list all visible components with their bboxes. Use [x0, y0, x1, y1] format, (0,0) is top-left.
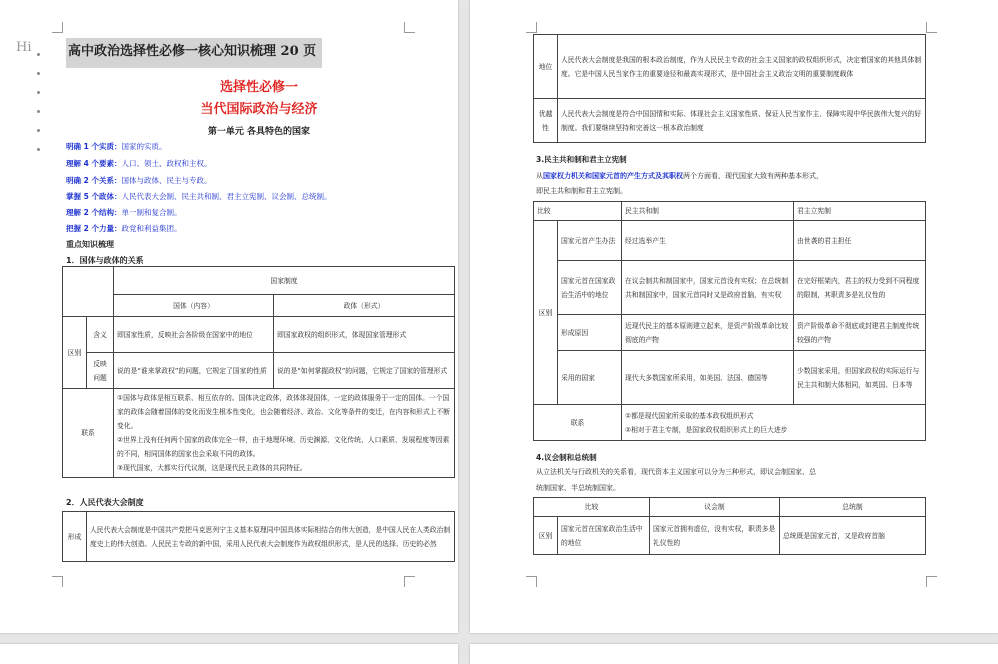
table-cell: 在完好框架内，君主的权力受到不同程度的限制，其职责多是礼仪性的	[794, 261, 926, 315]
table-row-label: 区别	[63, 317, 87, 389]
section-intro: 即民主共和制和君主立宪制。	[536, 187, 627, 195]
crop-mark	[926, 22, 937, 33]
subject-title: 选择性必修一	[219, 80, 298, 95]
npc-system-table-continued	[533, 34, 926, 143]
table-header: 君主立宪制	[794, 202, 926, 221]
crop-mark	[404, 576, 415, 587]
table-cell: 国家元首拥有虚位，没有实权，职责多是礼仪性的	[650, 517, 780, 555]
crop-mark	[526, 576, 537, 587]
table-row-label: 国家元首在国家政治生活中的地位	[558, 517, 650, 555]
section-intro: 统制国家、半总统制国家。	[536, 484, 620, 492]
table-cell: 总统既是国家元首，又是政府首脑	[780, 517, 926, 555]
table-row-label: 采用的国家	[558, 351, 622, 405]
document-title[interactable]: 高中政治选择性必修一核心知识梳理 20 页	[66, 38, 322, 68]
crop-mark	[52, 576, 63, 587]
table-cell: ①都是现代国家所采取的基本政权组织形式 ②相对于君主专制，是国家政权组织形式上的巨大进步	[622, 405, 926, 441]
table-header: 议会制	[650, 498, 780, 517]
table-row-label: 联系	[534, 405, 622, 441]
crop-mark	[404, 22, 415, 33]
crop-mark	[526, 22, 537, 33]
subject-subtitle: 当代国际政治与经济	[200, 102, 318, 117]
document-page-3	[0, 644, 458, 664]
document-page-2	[470, 0, 998, 633]
table-cell: 少数国家采用，但国家政权的实际运行与民主共和制大体相同，如英国、日本等	[794, 351, 926, 405]
table-cell: 近现代民主的基本原则建立起来，是资产阶级革命比较彻底的产物	[622, 315, 794, 351]
section-heading: 1．国体与政体的关系	[66, 256, 144, 265]
table-cell: 人民代表大会制度是符合中国国情和实际、体现社会主义国家性质、保证人民当家作主、保障实现中华民族伟大复兴的好制度。我们要继续坚持和完善这一根本政治制度	[558, 99, 926, 143]
parliament-vs-president-table	[533, 497, 926, 555]
key-points-heading: 重点知识梳理	[66, 240, 114, 249]
table-cell: 资产阶级革命不彻底或封建君主制度传统较强的产物	[794, 315, 926, 351]
table-row-label: 区别	[534, 221, 558, 405]
section-heading: 2．人民代表大会制度	[66, 498, 144, 507]
npc-system-table	[62, 511, 455, 562]
objective-line: 理解 4 个要素：人口、领土、政权和主权。	[66, 159, 212, 168]
table-row-label: 区别	[534, 517, 558, 555]
objective-line: 明确 2 个关系：国体与政体、民主与专政。	[66, 176, 212, 185]
table-header: 比较	[534, 498, 650, 517]
table-header: 政体（形式）	[274, 295, 455, 317]
table-row-label: 国家元首产生办法	[558, 221, 622, 261]
table-row-label: 地位	[534, 35, 558, 99]
objective-line: 理解 2 个结构：单一制和复合制。	[66, 208, 182, 217]
table-cell: 说的是“如何掌握政权”的问题，它规定了国家的管理形式	[274, 353, 455, 389]
section-intro: 从立法机关与行政机关的关系看，现代资本主义国家可以分为三种形式，即议会制国家、总	[536, 468, 816, 476]
crop-mark	[52, 22, 63, 33]
table-cell: 说的是“谁来掌政权”的问题，它规定了国家的性质	[114, 353, 274, 389]
table-cell-empty	[63, 267, 114, 317]
table-row-label: 联系	[63, 389, 114, 478]
state-vs-government-table	[62, 266, 455, 478]
table-row-label: 形成原因	[558, 315, 622, 351]
republic-vs-monarchy-table	[533, 201, 926, 441]
table-cell: 人民代表大会制度是中国共产党把马克思列宁主义基本原理同中国具体实际相结合的伟大创造，是中国人民在人类政治制度史上的伟大创造。人民民主专政的新中国，采用人民代表大会制度作为政权组织形式，是人民的选择、历史的必然	[87, 512, 455, 562]
table-header: 总统制	[780, 498, 926, 517]
section-heading: 4.议会制和总统制	[536, 453, 597, 462]
table-cell: 经过选举产生	[622, 221, 794, 261]
table-header: 民主共和制	[622, 202, 794, 221]
table-header: 国家制度	[114, 267, 455, 295]
section-heading: 3.民主共和制和君主立宪制	[536, 155, 627, 164]
table-cell: 现代大多数国家所采用，如美国、法国、德国等	[622, 351, 794, 405]
table-cell: 即国家性质，反映社会各阶级在国家中的地位	[114, 317, 274, 353]
table-cell: 在议会制共和制国家中，国家元首没有实权；在总统制共和制国家中，国家元首同时又是政府首脑，有实权	[622, 261, 794, 315]
objective-line: 掌握 5 个政体：人民代表大会制、民主共和制、君主立宪制、议会制、总统制。	[66, 192, 332, 201]
table-cell: 即国家政权的组织形式，体现国家管理形式	[274, 317, 455, 353]
crop-mark	[926, 576, 937, 587]
table-header: 国体（内容）	[114, 295, 274, 317]
table-cell: 人民代表大会制度是我国的根本政治制度，作为人民民主专政的社会主义国家的政权组织形式，决定着国家的其他具体制度。它是中国人民当家作主的重要途径和最高实现形式，是中国社会主义政治文明的重要制度载体	[558, 35, 926, 99]
objective-line: 把握 2 个力量：政党和利益集团。	[66, 224, 182, 233]
table-cell: 由世袭的君主担任	[794, 221, 926, 261]
table-header: 比较	[534, 202, 622, 221]
objective-line: 明确 1 个实质：国家的实质。	[66, 142, 167, 151]
drag-handle-icon[interactable]	[36, 42, 45, 156]
unit-title: 第一单元 各具特色的国家	[207, 127, 311, 137]
table-row-label: 国家元首在国家政治生活中的地位	[558, 261, 622, 315]
document-page-4	[470, 644, 998, 664]
section-intro: 从国家权力机关和国家元首的产生方式及其职权两个方面看，现代国家大致有两种基本形式，	[536, 172, 823, 180]
table-row-label: 反映问题	[87, 353, 114, 389]
heading-style-icon[interactable]: Hi	[16, 40, 32, 55]
table-row-label: 形成	[63, 512, 87, 562]
table-row-label: 优越性	[534, 99, 558, 143]
table-cell: ①国体与政体是相互联系、相互依存的。国体决定政体，政体体现国体，一定的政体服务于一定的国体。一个国家的政体会随着国体的变化而发生根本性变化，也会随着经济、政治、文化等条件的变迁，在内容和形式上不断变化。 ②世界上没有任何两个国家的政体完全一样，由于地理环境、历史渊源、文化传统、人口素质、发展程度等因素的不同，相同国体的国家也会采取不同的政体。 ③现代国家，大都实行代议制，这是现代民主政体的共同特征。	[114, 389, 455, 478]
table-row-label: 含义	[87, 317, 114, 353]
document-page-1	[0, 0, 458, 633]
